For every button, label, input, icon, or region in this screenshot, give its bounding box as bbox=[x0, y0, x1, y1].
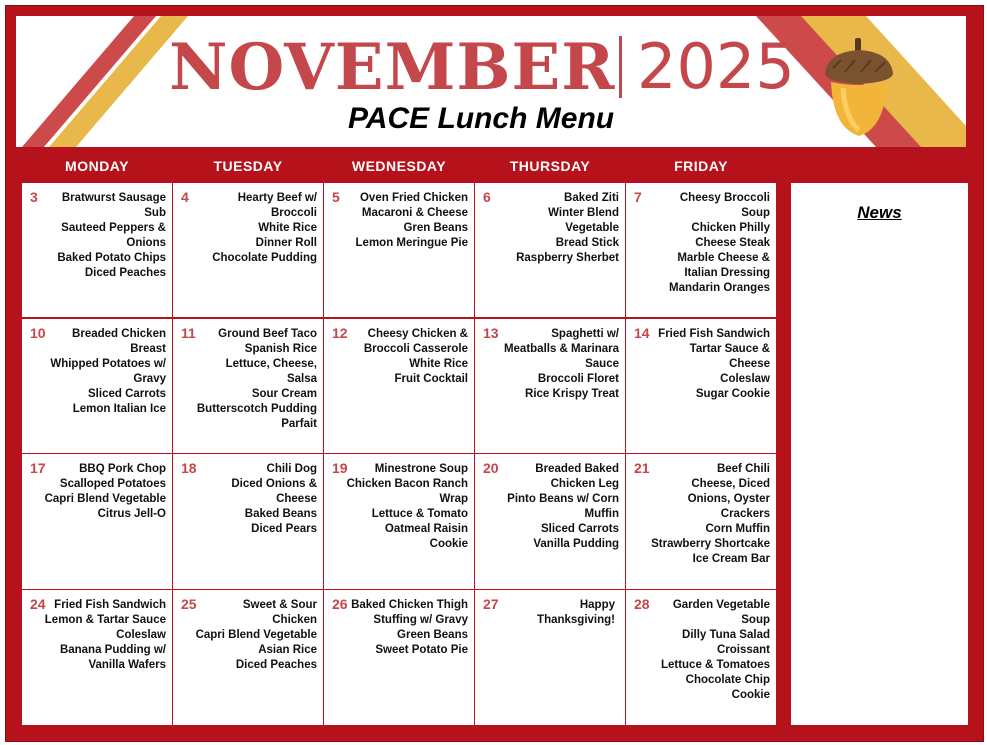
menu-item: Rice Krispy Treat bbox=[525, 388, 619, 400]
menu-items bbox=[346, 327, 468, 387]
menu-item: Stuffing w/ Gravy bbox=[373, 614, 468, 626]
menu-item: Winter Blend Vegetable bbox=[548, 207, 619, 234]
menu-items bbox=[503, 598, 615, 628]
menu-item: Coleslaw bbox=[116, 629, 166, 641]
day-number: 21 bbox=[634, 460, 650, 476]
day-number: 20 bbox=[483, 460, 499, 476]
day-cell bbox=[173, 454, 323, 589]
menu-items bbox=[648, 327, 770, 402]
day-cell bbox=[324, 319, 474, 453]
day-number: 10 bbox=[30, 325, 46, 341]
day-number: 14 bbox=[634, 325, 650, 341]
day-number: 27 bbox=[483, 596, 499, 612]
menu-item: Fried Fish Sandwich bbox=[658, 328, 770, 340]
news-title: News bbox=[857, 203, 902, 222]
menu-item: Asian Rice bbox=[258, 644, 317, 656]
menu-item: White Rice bbox=[258, 222, 317, 234]
menu-items bbox=[497, 327, 619, 402]
menu-items bbox=[195, 598, 317, 673]
menu-item: Diced Onions & Cheese bbox=[231, 478, 317, 505]
day-cell bbox=[22, 590, 172, 725]
menu-items bbox=[346, 191, 468, 251]
day-number: 11 bbox=[181, 325, 196, 341]
day-number: 12 bbox=[332, 325, 348, 341]
menu-item: Dinner Roll bbox=[255, 237, 317, 249]
day-cell bbox=[324, 590, 474, 725]
menu-item: Baked Potato Chips bbox=[57, 252, 166, 264]
menu-item: Marble Cheese & Italian Dressing bbox=[677, 252, 770, 279]
menu-item: Sour Cream bbox=[251, 388, 317, 400]
menu-item: Bratwurst Sausage Sub bbox=[61, 192, 166, 219]
title-divider bbox=[619, 36, 622, 98]
menu-item: Dilly Tuna Salad Croissant bbox=[682, 629, 770, 656]
menu-item: Breaded Baked Chicken Leg bbox=[535, 463, 619, 490]
menu-item: Cheese, Diced Onions, Oyster Crackers bbox=[687, 478, 770, 520]
menu-subtitle: PACE Lunch Menu bbox=[348, 102, 615, 135]
day-number: 19 bbox=[332, 460, 348, 476]
menu-items bbox=[44, 327, 166, 417]
menu-item: Sugar Cookie bbox=[695, 388, 770, 400]
menu-item: Ground Beef Taco bbox=[218, 328, 317, 340]
day-cell bbox=[475, 590, 625, 725]
day-cell bbox=[475, 183, 625, 317]
menu-item: Whipped Potatoes w/ Gravy bbox=[50, 358, 166, 385]
menu-item: Scalloped Potatoes bbox=[59, 478, 166, 490]
menu-item: Green Beans bbox=[397, 629, 468, 641]
day-cell bbox=[626, 319, 776, 453]
day-number: 24 bbox=[30, 596, 46, 612]
menu-item: Sweet Potato Pie bbox=[375, 644, 468, 656]
menu-item: Butterscotch Pudding Parfait bbox=[196, 403, 317, 430]
day-number: 25 bbox=[181, 596, 197, 612]
menu-item: Chicken Philly Cheese Steak bbox=[691, 222, 770, 249]
day-cell bbox=[173, 183, 323, 317]
menu-item: Vanilla Pudding bbox=[533, 538, 619, 550]
menu-item: Banana Pudding w/ Vanilla Wafers bbox=[59, 644, 166, 671]
header-banner bbox=[16, 16, 966, 147]
menu-item: Garden Vegetable Soup bbox=[672, 599, 770, 626]
menu-items bbox=[346, 462, 468, 552]
title-month: NOVEMBER bbox=[169, 30, 616, 105]
weekday-header-tuesday: TUESDAY bbox=[213, 158, 283, 174]
menu-items bbox=[44, 191, 166, 281]
menu-item: Cheesy Broccoli Soup bbox=[679, 192, 770, 219]
menu-item: Sweet & Sour Chicken bbox=[242, 599, 317, 626]
menu-item: White Rice bbox=[409, 358, 468, 370]
menu-item: Corn Muffin bbox=[705, 523, 770, 535]
day-cell bbox=[173, 590, 323, 725]
menu-item: Capri Blend Vegetable bbox=[44, 493, 166, 505]
menu-items bbox=[195, 327, 317, 432]
menu-items bbox=[497, 462, 619, 552]
menu-item: Breaded Chicken Breast bbox=[72, 328, 166, 355]
menu-item: Lemon & Tartar Sauce bbox=[44, 614, 166, 626]
menu-item: Lettuce & Tomato bbox=[371, 508, 468, 520]
day-number: 26 bbox=[332, 596, 348, 612]
weekday-header-monday: MONDAY bbox=[65, 158, 129, 174]
menu-item: Gren Beans bbox=[403, 222, 468, 234]
menu-item: Bread Stick bbox=[555, 237, 619, 249]
weekday-header-wednesday: WEDNESDAY bbox=[351, 158, 447, 174]
day-cell bbox=[324, 183, 474, 317]
menu-item: Spaghetti w/ Meatballs & Marinara Sauce bbox=[503, 328, 619, 370]
menu-item: Diced Pears bbox=[251, 523, 317, 535]
day-cell bbox=[626, 590, 776, 725]
menu-item: Hearty Beef w/ Broccoli bbox=[237, 192, 317, 219]
menu-items bbox=[497, 191, 619, 266]
menu-item: Lemon Italian Ice bbox=[72, 403, 166, 415]
day-number: 28 bbox=[634, 596, 650, 612]
menu-item: Sliced Carrots bbox=[88, 388, 166, 400]
menu-item: Fried Fish Sandwich bbox=[54, 599, 166, 611]
menu-item: Sauteed Peppers & Onions bbox=[61, 222, 166, 249]
menu-item: Cheesy Chicken & Broccoli Casserole bbox=[363, 328, 468, 355]
menu-item: Fruit Cocktail bbox=[394, 373, 468, 385]
acorn-icon bbox=[819, 38, 899, 138]
day-number: 17 bbox=[30, 460, 46, 476]
menu-item: Diced Peaches bbox=[84, 267, 166, 279]
menu-item: BBQ Pork Chop bbox=[79, 463, 166, 475]
day-cell bbox=[475, 454, 625, 589]
menu-item: Happy Thanksgiving! bbox=[537, 599, 615, 626]
menu-item: Baked Ziti bbox=[564, 192, 619, 204]
menu-item: Mandarin Oranges bbox=[669, 282, 770, 294]
day-number: 7 bbox=[634, 189, 642, 205]
menu-item: Pinto Beans w/ Corn Muffin bbox=[507, 493, 619, 520]
day-number: 5 bbox=[332, 189, 340, 205]
menu-item: Tartar Sauce & Cheese bbox=[689, 343, 770, 370]
menu-item: Oven Fried Chicken bbox=[359, 192, 468, 204]
day-number: 4 bbox=[181, 189, 189, 205]
weekday-header-friday: FRIDAY bbox=[674, 158, 728, 174]
menu-item: Chocolate Chip Cookie bbox=[685, 674, 770, 701]
day-number: 18 bbox=[181, 460, 197, 476]
menu-item: Raspberry Sherbet bbox=[516, 252, 619, 264]
menu-item: Lettuce & Tomatoes bbox=[660, 659, 770, 671]
day-cell bbox=[22, 319, 172, 453]
menu-item: Lemon Meringue Pie bbox=[355, 237, 468, 249]
menu-item: Chicken Bacon Ranch Wrap bbox=[346, 478, 468, 505]
menu-item: Beef Chili bbox=[716, 463, 770, 475]
menu-items bbox=[195, 462, 317, 537]
menu-items bbox=[44, 598, 166, 673]
day-cell bbox=[626, 183, 776, 317]
day-cell bbox=[173, 319, 323, 453]
menu-item: Broccoli Floret bbox=[537, 373, 619, 385]
menu-item: Oatmeal Raisin Cookie bbox=[384, 523, 468, 550]
menu-items bbox=[648, 462, 770, 567]
menu-item: Chocolate Pudding bbox=[212, 252, 317, 264]
day-cell bbox=[22, 454, 172, 589]
menu-item: Lettuce, Cheese, Salsa bbox=[225, 358, 317, 385]
menu-item: Sliced Carrots bbox=[541, 523, 619, 535]
day-cell bbox=[475, 319, 625, 453]
day-cell bbox=[22, 183, 172, 317]
day-cell bbox=[324, 454, 474, 589]
menu-item: Coleslaw bbox=[720, 373, 770, 385]
menu-item: Capri Blend Vegetable bbox=[195, 629, 317, 641]
menu-item: Strawberry Shortcake Ice Cream Bar bbox=[651, 538, 770, 565]
menu-items bbox=[346, 598, 468, 658]
menu-items bbox=[648, 191, 770, 296]
day-number: 3 bbox=[30, 189, 38, 205]
menu-item: Citrus Jell-O bbox=[97, 508, 166, 520]
menu-item: Chili Dog bbox=[266, 463, 317, 475]
menu-items bbox=[648, 598, 770, 703]
weekday-header-thursday: THURSDAY bbox=[509, 158, 591, 174]
menu-item: Minestrone Soup bbox=[374, 463, 468, 475]
day-cell bbox=[626, 454, 776, 589]
menu-items bbox=[195, 191, 317, 266]
menu-item: Diced Peaches bbox=[235, 659, 317, 671]
menu-item: Baked Chicken Thigh bbox=[351, 599, 468, 611]
title-year: 2025 bbox=[637, 30, 795, 103]
news-panel bbox=[791, 183, 968, 725]
menu-item: Spanish Rice bbox=[244, 343, 317, 355]
menu-items bbox=[44, 462, 166, 522]
menu-item: Macaroni & Cheese bbox=[361, 207, 468, 219]
menu-item: Baked Beans bbox=[244, 508, 317, 520]
day-number: 6 bbox=[483, 189, 491, 205]
day-number: 13 bbox=[483, 325, 499, 341]
